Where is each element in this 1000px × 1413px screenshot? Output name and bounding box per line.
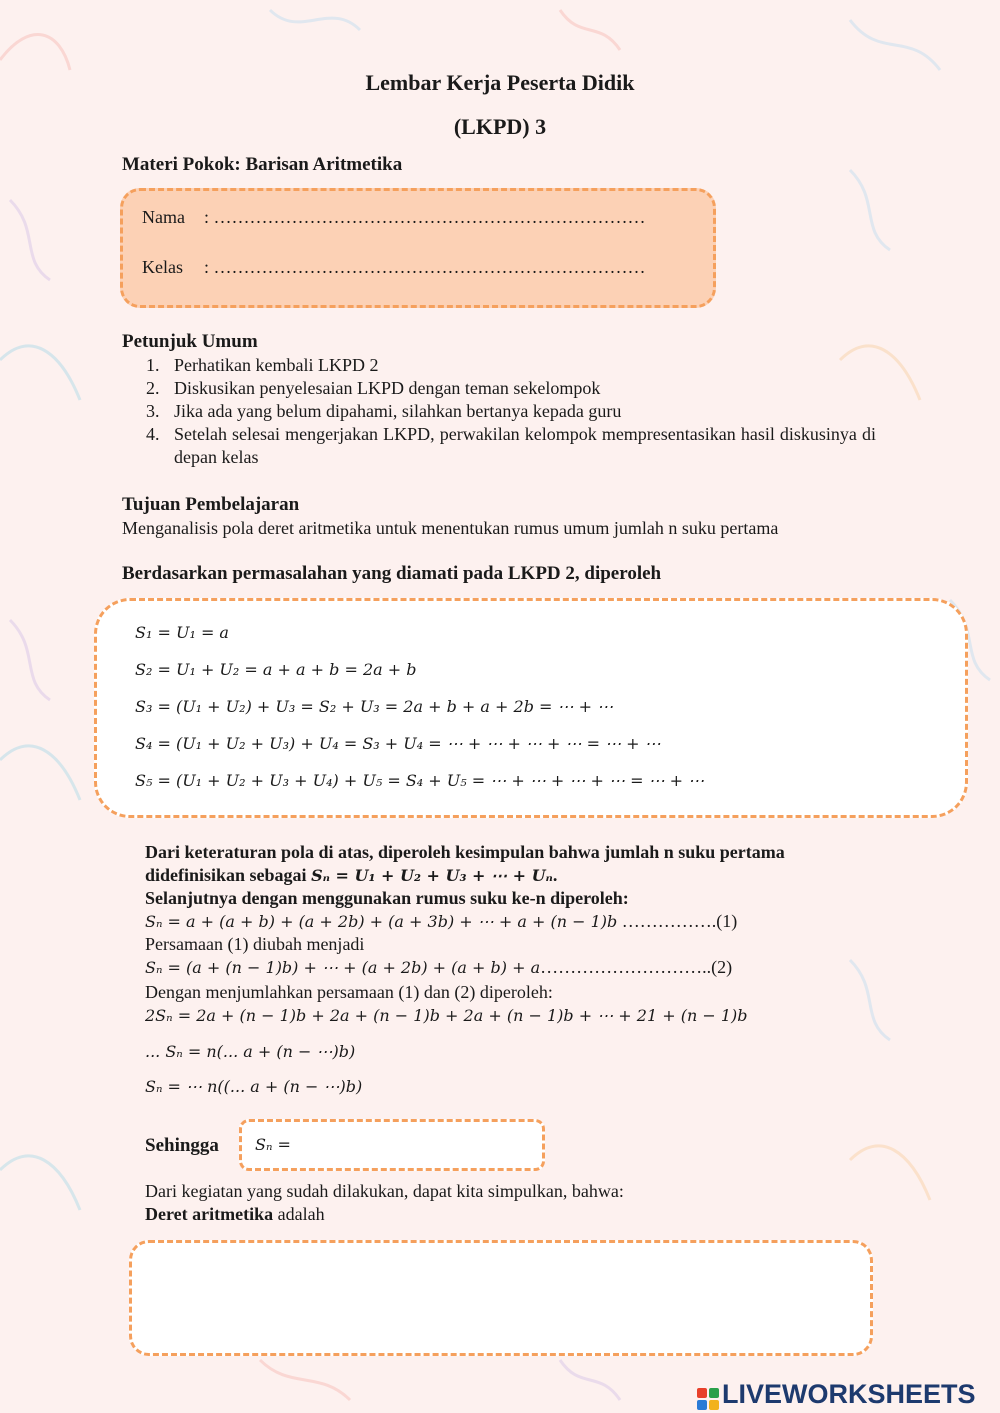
logo-icon <box>697 1388 719 1410</box>
sn-answer-prefix: Sₙ = <box>255 1135 291 1154</box>
list-text: Diskusikan penyelesaian LKPD dengan teman sekelompok <box>174 378 601 398</box>
list-number: 1. <box>146 355 160 375</box>
conclusion-intro: Dari kegiatan yang sudah dilakukan, dapat kita simpulkan, bahwa: <box>145 1181 624 1201</box>
nama-field[interactable]: ……………………………………………………………… <box>213 207 646 227</box>
list-text: Perhatikan kembali LKPD 2 <box>174 355 379 375</box>
definition-text: didefinisikan sebagai <box>145 865 307 885</box>
equation-s2: S₂ = U₁ + U₂ = a + a + b = 2a + b <box>135 660 417 679</box>
kelas-field[interactable]: ……………………………………………………………… <box>213 257 646 277</box>
page-subtitle: (LKPD) 3 <box>453 114 547 139</box>
nama-separator: : <box>204 207 210 227</box>
list-number: 4. <box>146 424 160 444</box>
equation-1-row <box>145 911 737 932</box>
equation-1-tag: …………….(1) <box>617 911 738 931</box>
logo-text: LIVEWORKSHEETS <box>722 1379 976 1409</box>
list-item <box>122 400 876 423</box>
conclusion-bold: Deret aritmetika <box>145 1204 274 1224</box>
equation-s1: S₁ = U₁ = a <box>135 623 229 642</box>
tujuan-heading: Tujuan Pembelajaran <box>122 494 300 515</box>
definition-end: . <box>552 865 558 885</box>
materi-pokok: Materi Pokok: Barisan Aritmetika <box>122 154 403 175</box>
equation-2-tag: ………………………..(2) <box>540 957 733 977</box>
kelas-label: Kelas <box>142 257 183 277</box>
equation-2-row <box>145 957 732 978</box>
equation-1: Sₙ = a + (a + b) + (a + 2b) + (a + 3b) + ⋯ + a + (n − 1)b <box>145 912 618 931</box>
derivation-next: Selanjutnya dengan menggunakan rumus suku ke-n diperoleh: <box>145 888 629 908</box>
equation-4[interactable]: ... Sₙ = n(... a + (n − ⋯)b) <box>145 1042 356 1061</box>
list-text: Setelah selesai mengerjakan LKPD, perwakilan kelompok mempresentasikan hasil diskusinya di depan kelas <box>174 424 876 467</box>
nama-row <box>142 207 646 228</box>
derivation-intro: Dari keteraturan pola di atas, diperoleh kesimpulan bahwa jumlah n suku pertama <box>145 842 785 862</box>
list-number: 3. <box>146 401 160 421</box>
page-title: Lembar Kerja Peserta Didik <box>365 70 635 95</box>
sehingga-label: Sehingga <box>145 1135 219 1156</box>
definition-formula: Sₙ = U₁ + U₂ + U₃ + ⋯ + Uₙ <box>311 866 553 885</box>
kelas-separator: : <box>204 257 210 277</box>
list-item <box>122 377 876 400</box>
identity-box <box>120 188 716 308</box>
liveworksheets-logo <box>697 1379 976 1410</box>
kelas-row <box>142 257 646 278</box>
equation-2: Sₙ = (a + (n − 1)b) + ⋯ + (a + 2b) + (a + b) + a <box>145 958 541 977</box>
list-number: 2. <box>146 378 160 398</box>
conclusion-prompt <box>145 1204 325 1225</box>
conclusion-answer-box[interactable] <box>129 1240 873 1356</box>
list-text: Jika ada yang belum dipahami, silahkan bertanya kepada guru <box>174 401 622 421</box>
equation-3: 2Sₙ = 2a + (n − 1)b + 2a + (n − 1)b + 2a + (n − 1)b + ⋯ + 21 + (n − 1)b <box>145 1006 748 1025</box>
equation-s3[interactable]: S₃ = (U₁ + U₂) + U₃ = S₂ + U₃ = 2a + b + a + 2b = ⋯ + ⋯ <box>135 697 614 716</box>
derivation-definition <box>145 865 557 886</box>
list-item <box>122 354 876 377</box>
equation-5[interactable]: Sₙ = ⋯ n((... a + (n − ⋯)b) <box>145 1077 363 1096</box>
derivation-sum: Dengan menjumlahkan persamaan (1) dan (2) diperoleh: <box>145 982 553 1002</box>
sn-answer-box[interactable] <box>239 1119 545 1171</box>
equation-s4[interactable]: S₄ = (U₁ + U₂ + U₃) + U₄ = S₃ + U₄ = ⋯ + ⋯ + ⋯ + ⋯ = ⋯ + ⋯ <box>135 734 661 753</box>
equation-s5[interactable]: S₅ = (U₁ + U₂ + U₃ + U₄) + U₅ = S₄ + U₅ = ⋯ + ⋯ + ⋯ + ⋯ = ⋯ + ⋯ <box>135 771 705 790</box>
petunjuk-heading: Petunjuk Umum <box>122 331 258 352</box>
petunjuk-list <box>122 354 876 469</box>
nama-label: Nama <box>142 207 185 227</box>
derivation-rearrange: Persamaan (1) diubah menjadi <box>145 934 365 954</box>
tujuan-text: Menganalisis pola deret aritmetika untuk menentukan rumus umum jumlah n suku pertama <box>122 518 779 538</box>
equations-box <box>94 598 968 818</box>
list-item <box>122 423 876 469</box>
conclusion-rest: adalah <box>273 1204 325 1224</box>
berdasarkan-heading: Berdasarkan permasalahan yang diamati pada LKPD 2, diperoleh <box>122 563 662 584</box>
